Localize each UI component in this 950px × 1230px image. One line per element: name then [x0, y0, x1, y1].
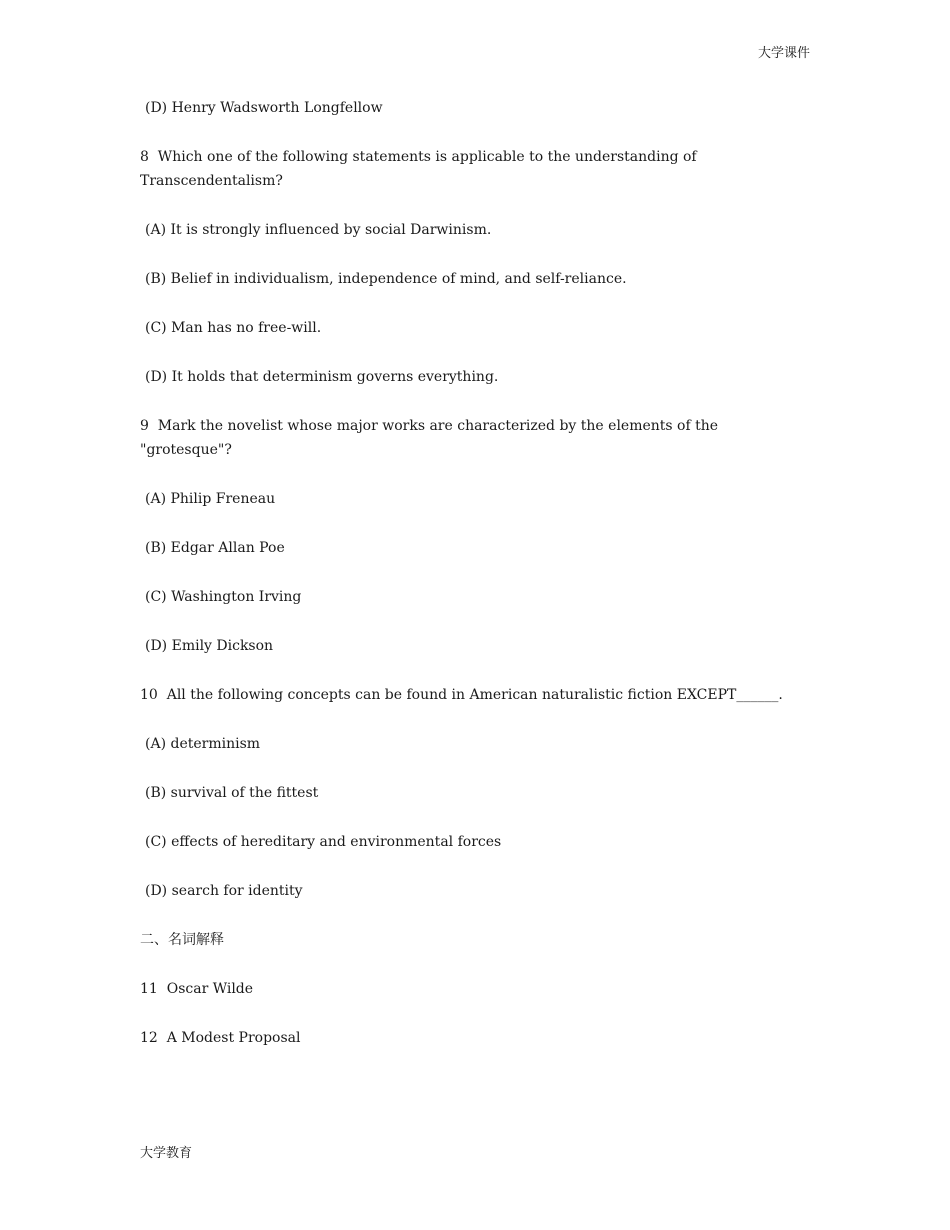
page-header: 大学课件 — [757, 46, 810, 61]
q8-option-c: (C) Man has no free-will. — [145, 320, 322, 336]
question-12: 12 A Modest Proposal — [140, 1030, 301, 1046]
question-8: 8 Which one of the following statements is applicable to the understanding of Transcendentalism? — [140, 149, 702, 189]
q7-option-d: (D) Henry Wadsworth Longfellow — [145, 100, 383, 116]
document-body — [140, 96, 800, 1075]
q9-option-a: (A) Philip Freneau — [145, 491, 276, 507]
q9-option-c: (C) Washington Irving — [145, 589, 302, 605]
q10-option-b: (B) survival of the fittest — [145, 785, 319, 801]
q8-option-d: (D) It holds that determinism governs everything. — [145, 369, 499, 385]
q10-option-a: (A) determinism — [145, 736, 261, 752]
question-9: 9 Mark the novelist whose major works are characterized by the elements of the "grotesque"? — [140, 418, 723, 458]
q9-option-b: (B) Edgar Allan Poe — [145, 540, 285, 556]
q8-option-a: (A) It is strongly influenced by social Darwinism. — [145, 222, 492, 238]
q9-option-d: (D) Emily Dickson — [145, 638, 274, 654]
section-2-heading: 二、名词解释 — [140, 932, 224, 948]
q10-option-d: (D) search for identity — [145, 883, 303, 899]
q8-option-b: (B) Belief in individualism, independence of mind, and self-reliance. — [145, 271, 627, 287]
question-10: 10 All the following concepts can be found in American naturalistic fiction EXCEPT______. — [140, 687, 783, 703]
q10-option-c: (C) effects of hereditary and environmental forces — [145, 834, 502, 850]
question-11: 11 Oscar Wilde — [140, 981, 254, 997]
page-footer: 大学教育 — [140, 1146, 193, 1161]
